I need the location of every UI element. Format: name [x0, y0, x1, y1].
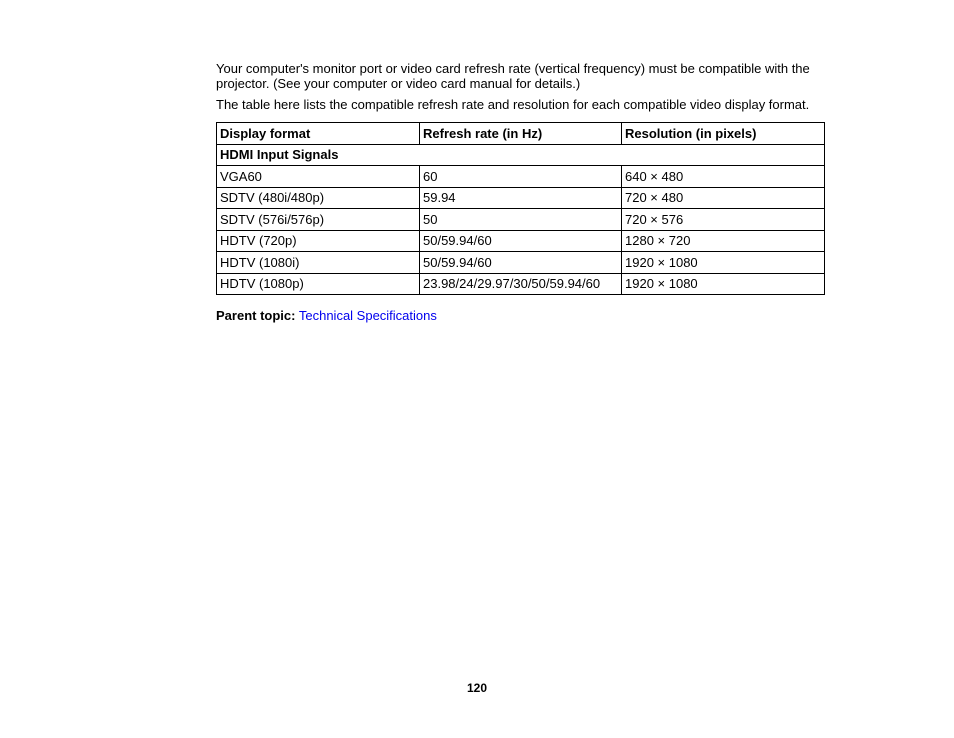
cell-refresh-rate: 50	[420, 209, 622, 231]
display-formats-table	[216, 122, 825, 295]
intro-paragraph-table-description: The table here lists the compatible refresh rate and resolution for each compatible video display format.	[216, 97, 810, 112]
cell-display-format: HDTV (1080i)	[217, 252, 420, 274]
parent-topic-label: Parent topic:	[216, 308, 296, 323]
parent-topic	[216, 308, 826, 323]
cell-refresh-rate: 50/59.94/60	[420, 252, 622, 274]
intro-paragraph-compatibility: Your computer's monitor port or video card refresh rate (vertical frequency) must be compatible with the projector. (See your computer or video card manual for details.)	[216, 61, 810, 91]
table-section-row	[217, 144, 825, 166]
table-row	[217, 187, 825, 209]
cell-refresh-rate: 50/59.94/60	[420, 230, 622, 252]
table-row	[217, 209, 825, 231]
cell-refresh-rate: 59.94	[420, 187, 622, 209]
document-content	[216, 61, 826, 323]
cell-resolution: 720 × 480	[622, 187, 825, 209]
page-number: 120	[466, 681, 488, 695]
cell-resolution: 720 × 576	[622, 209, 825, 231]
parent-topic-link[interactable]: Technical Specifications	[298, 308, 437, 323]
section-label-hdmi: HDMI Input Signals	[217, 144, 825, 166]
cell-display-format: SDTV (480i/480p)	[217, 187, 420, 209]
cell-refresh-rate: 60	[420, 166, 622, 188]
header-refresh-rate: Refresh rate (in Hz)	[420, 123, 622, 145]
cell-resolution: 640 × 480	[622, 166, 825, 188]
cell-display-format: HDTV (720p)	[217, 230, 420, 252]
cell-resolution: 1920 × 1080	[622, 252, 825, 274]
cell-resolution: 1280 × 720	[622, 230, 825, 252]
header-display-format: Display format	[217, 123, 420, 145]
header-resolution: Resolution (in pixels)	[622, 123, 825, 145]
table-row	[217, 166, 825, 188]
cell-display-format: HDTV (1080p)	[217, 273, 420, 295]
cell-resolution: 1920 × 1080	[622, 273, 825, 295]
table-row	[217, 230, 825, 252]
cell-display-format: VGA60	[217, 166, 420, 188]
table-header-row	[217, 123, 825, 145]
table-row	[217, 252, 825, 274]
cell-refresh-rate: 23.98/24/29.97/30/50/59.94/60	[420, 273, 622, 295]
table-row	[217, 273, 825, 295]
cell-display-format: SDTV (576i/576p)	[217, 209, 420, 231]
